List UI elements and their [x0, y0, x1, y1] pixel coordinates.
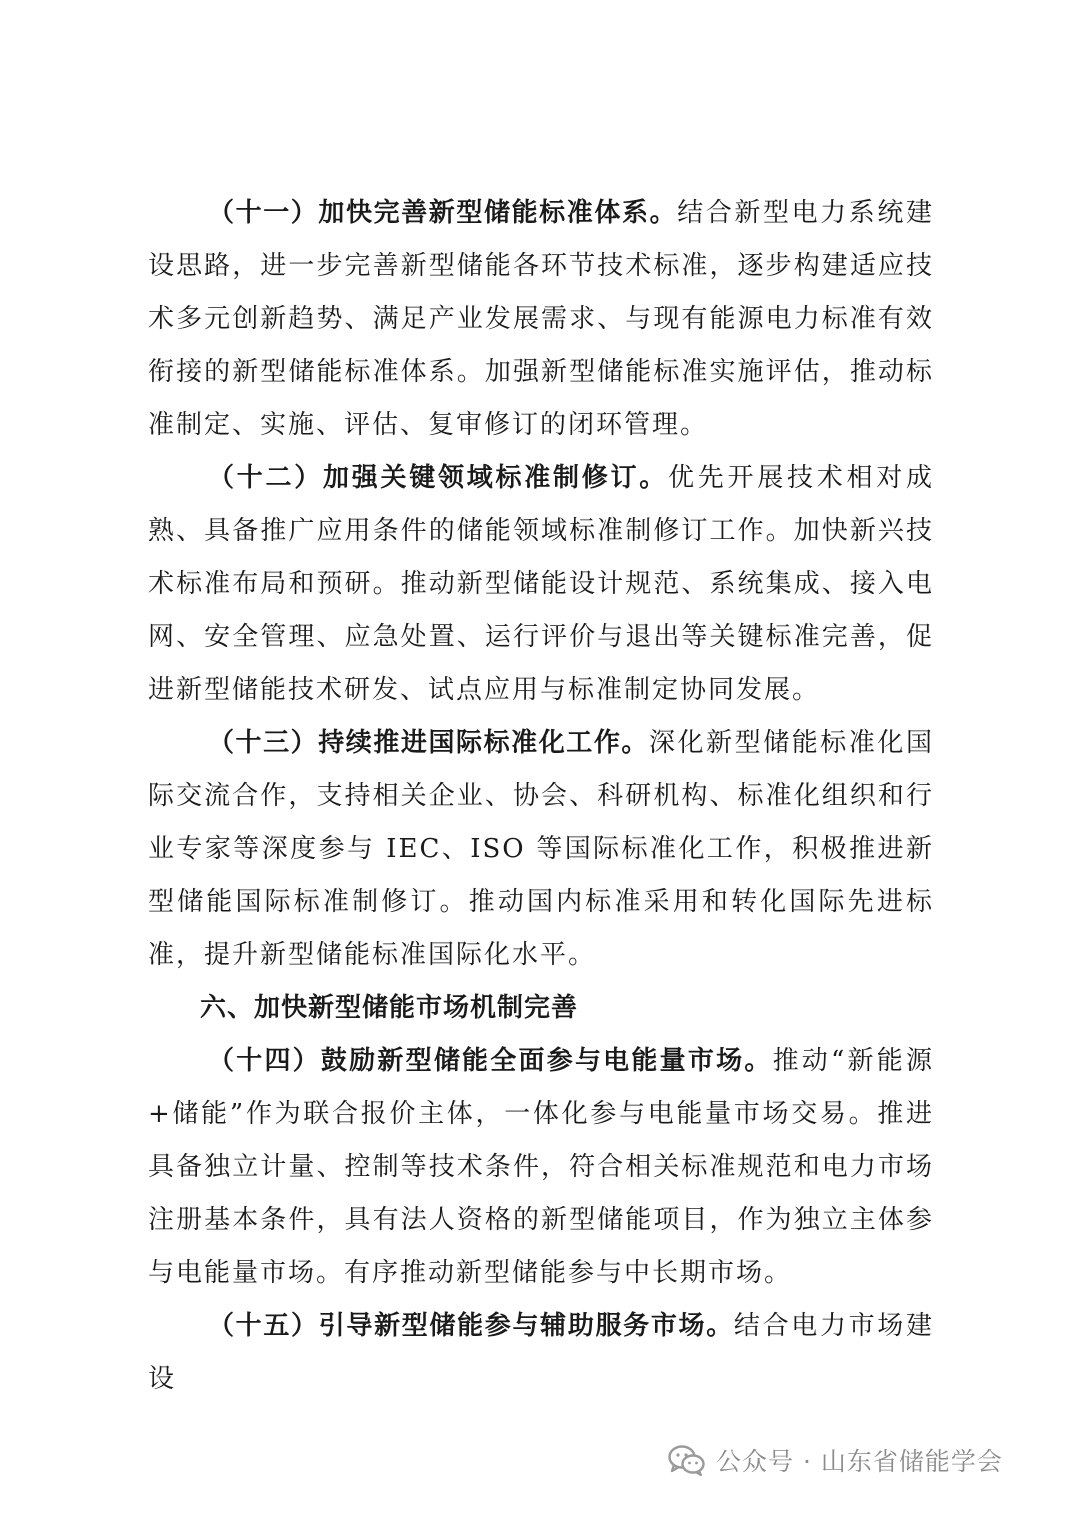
wechat-icon [668, 1444, 706, 1476]
watermark-text: 公众号 · 山东省储能学会 [716, 1447, 1003, 1476]
paragraph-15 [148, 1300, 934, 1406]
paragraph-14 [148, 1035, 934, 1300]
paragraph-lead: （十一）加快完善新型储能标准体系。 [208, 198, 678, 228]
paragraph-lead: （十二）加强关键领域标准制修订。 [208, 463, 668, 493]
paragraph-text: 结合电力市场建设 [148, 1311, 934, 1394]
paragraph-11 [148, 187, 934, 452]
document-body [148, 187, 934, 1406]
watermark [668, 1435, 1003, 1485]
paragraph-lead: （十四）鼓励新型储能全面参与电能量市场。 [208, 1046, 773, 1076]
paragraph-text: 深化新型储能标准化国际交流合作，支持相关企业、协会、科研机构、标准化组织和行业专家等深度参与 IEC、ISO 等国际标准化工作，积极推进新型储能国际标准制修订。推动国内标准采用和转化国际先进标准，提升新型储能标准国际化水平。 [148, 728, 934, 970]
paragraph-text: 推动“新能源+储能”作为联合报价主体，一体化参与电能量市场交易。推进具备独立计量、控制等技术条件，符合相关标准规范和电力市场注册基本条件，具有法人资格的新型储能项目，作为独立主体参与电能量市场。有序推动新型储能参与中长期市场。 [148, 1046, 934, 1288]
paragraph-text: 结合新型电力系统建设思路，进一步完善新型储能各环节技术标准，逐步构建适应技术多元创新趋势、满足产业发展需求、与现有能源电力标准有效衔接的新型储能标准体系。加强新型储能标准实施评估，推动标准制定、实施、评估、复审修订的闭环管理。 [148, 198, 934, 440]
paragraph-12 [148, 452, 934, 717]
paragraph-13 [148, 717, 934, 982]
paragraph-lead: （十五）引导新型储能参与辅助服务市场。 [208, 1311, 734, 1341]
paragraph-text: 优先开展技术相对成熟、具备推广应用条件的储能领域标准制修订工作。加快新兴技术标准布局和预研。推动新型储能设计规范、系统集成、接入电网、安全管理、应急处置、运行评价与退出等关键标准完善，促进新型储能技术研发、试点应用与标准制定协同发展。 [148, 463, 934, 705]
section-heading: 六、加快新型储能市场机制完善 [200, 993, 579, 1023]
paragraph-lead: （十三）持续推进国际标准化工作。 [208, 728, 649, 758]
